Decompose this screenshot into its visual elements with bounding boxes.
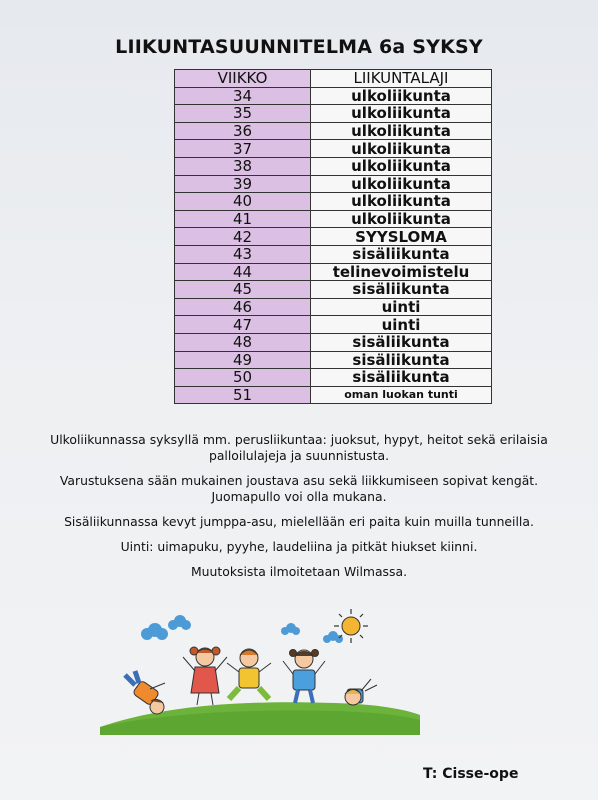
- week-cell: 41: [175, 210, 311, 228]
- kid-boy-blonde: [345, 679, 377, 705]
- table-row: [175, 351, 492, 369]
- table-row: [175, 105, 492, 123]
- kid-girl-red-dress: [183, 647, 227, 705]
- signature: T: Cisse-ope: [423, 766, 519, 782]
- activity-cell: ulkoliikunta: [311, 157, 492, 175]
- column-header-activity: LIIKUNTALAJI: [311, 70, 492, 88]
- activity-cell: ulkoliikunta: [311, 175, 492, 193]
- table-row: [175, 369, 492, 387]
- week-cell: 39: [175, 175, 311, 193]
- table-row: [175, 122, 492, 140]
- activity-cell: sisäliikunta: [311, 281, 492, 299]
- table-row: [175, 263, 492, 281]
- week-cell: 40: [175, 193, 311, 211]
- activity-cell: telinevoimistelu: [311, 263, 492, 281]
- activity-cell: sisäliikunta: [311, 333, 492, 351]
- activity-cell: ulkoliikunta: [311, 87, 492, 105]
- week-cell: 48: [175, 333, 311, 351]
- week-cell: 35: [175, 105, 311, 123]
- table-row: [175, 157, 492, 175]
- activity-cell: sisäliikunta: [311, 351, 492, 369]
- activity-cell: ulkoliikunta: [311, 122, 492, 140]
- table-row: [175, 210, 492, 228]
- column-header-week: VIIKKO: [175, 70, 311, 88]
- table-row: [175, 281, 492, 299]
- table-row: [175, 386, 492, 404]
- note-equipment: Varustuksena sään mukainen joustava asu sekä liikkumiseen sopivat kengät. Juomapullo voi olla mukana.: [59, 473, 539, 504]
- week-cell: 36: [175, 122, 311, 140]
- activity-cell: ulkoliikunta: [311, 105, 492, 123]
- sun-icon: [334, 609, 368, 643]
- activity-cell: ulkoliikunta: [311, 193, 492, 211]
- kid-boy-yellow-shirt: [227, 649, 271, 699]
- cloud-icon-middle: [168, 615, 191, 630]
- week-cell: 46: [175, 298, 311, 316]
- kids-jumping-illustration: [95, 605, 425, 740]
- table-row: [175, 333, 492, 351]
- week-cell: 38: [175, 157, 311, 175]
- activity-cell: sisäliikunta: [311, 369, 492, 387]
- table-body: [175, 87, 492, 404]
- note-swimming: Uinti: uimapuku, pyyhe, laudeliina ja pitkät hiukset kiinni.: [120, 539, 478, 554]
- table-row: [175, 228, 492, 246]
- table-row: [175, 298, 492, 316]
- kid-tumbling: [125, 671, 165, 714]
- table-row: [175, 316, 492, 334]
- week-cell: 37: [175, 140, 311, 158]
- notes-section: [40, 432, 558, 589]
- activity-cell: uinti: [311, 316, 492, 334]
- kid-girl-blue-shirt: [283, 650, 325, 704]
- activity-cell: ulkoliikunta: [311, 140, 492, 158]
- week-cell: 45: [175, 281, 311, 299]
- week-cell: 44: [175, 263, 311, 281]
- week-cell: 49: [175, 351, 311, 369]
- week-cell: 42: [175, 228, 311, 246]
- activity-cell: SYYSLOMA: [311, 228, 492, 246]
- page-title: LIIKUNTASUUNNITELMA 6a SYKSY: [115, 36, 483, 58]
- cloud-icon-left: [141, 623, 168, 640]
- week-cell: 43: [175, 245, 311, 263]
- table-row: [175, 87, 492, 105]
- table-row: [175, 140, 492, 158]
- week-cell: 50: [175, 369, 311, 387]
- activity-cell: oman luokan tunti: [311, 386, 492, 404]
- activity-cell: sisäliikunta: [311, 245, 492, 263]
- note-changes: Muutoksista ilmoitetaan Wilmassa.: [190, 564, 408, 579]
- table-header-row: [175, 70, 492, 88]
- schedule-table: [174, 69, 492, 404]
- note-outdoor: Ulkoliikunnassa syksyllä mm. perusliikuntaa: juoksut, hypyt, heitot sekä erilaisia palloilulajeja ja suunnistusta.: [50, 432, 548, 463]
- note-indoor: Sisäliikunnassa kevyt jumppa-asu, mielellään eri paita kuin muilla tunneilla.: [64, 514, 534, 529]
- cloud-icon-right: [281, 623, 300, 635]
- table-row: [175, 193, 492, 211]
- table-row: [175, 245, 492, 263]
- week-cell: 34: [175, 87, 311, 105]
- week-cell: 51: [175, 386, 311, 404]
- table-row: [175, 175, 492, 193]
- week-cell: 47: [175, 316, 311, 334]
- activity-cell: uinti: [311, 298, 492, 316]
- activity-cell: ulkoliikunta: [311, 210, 492, 228]
